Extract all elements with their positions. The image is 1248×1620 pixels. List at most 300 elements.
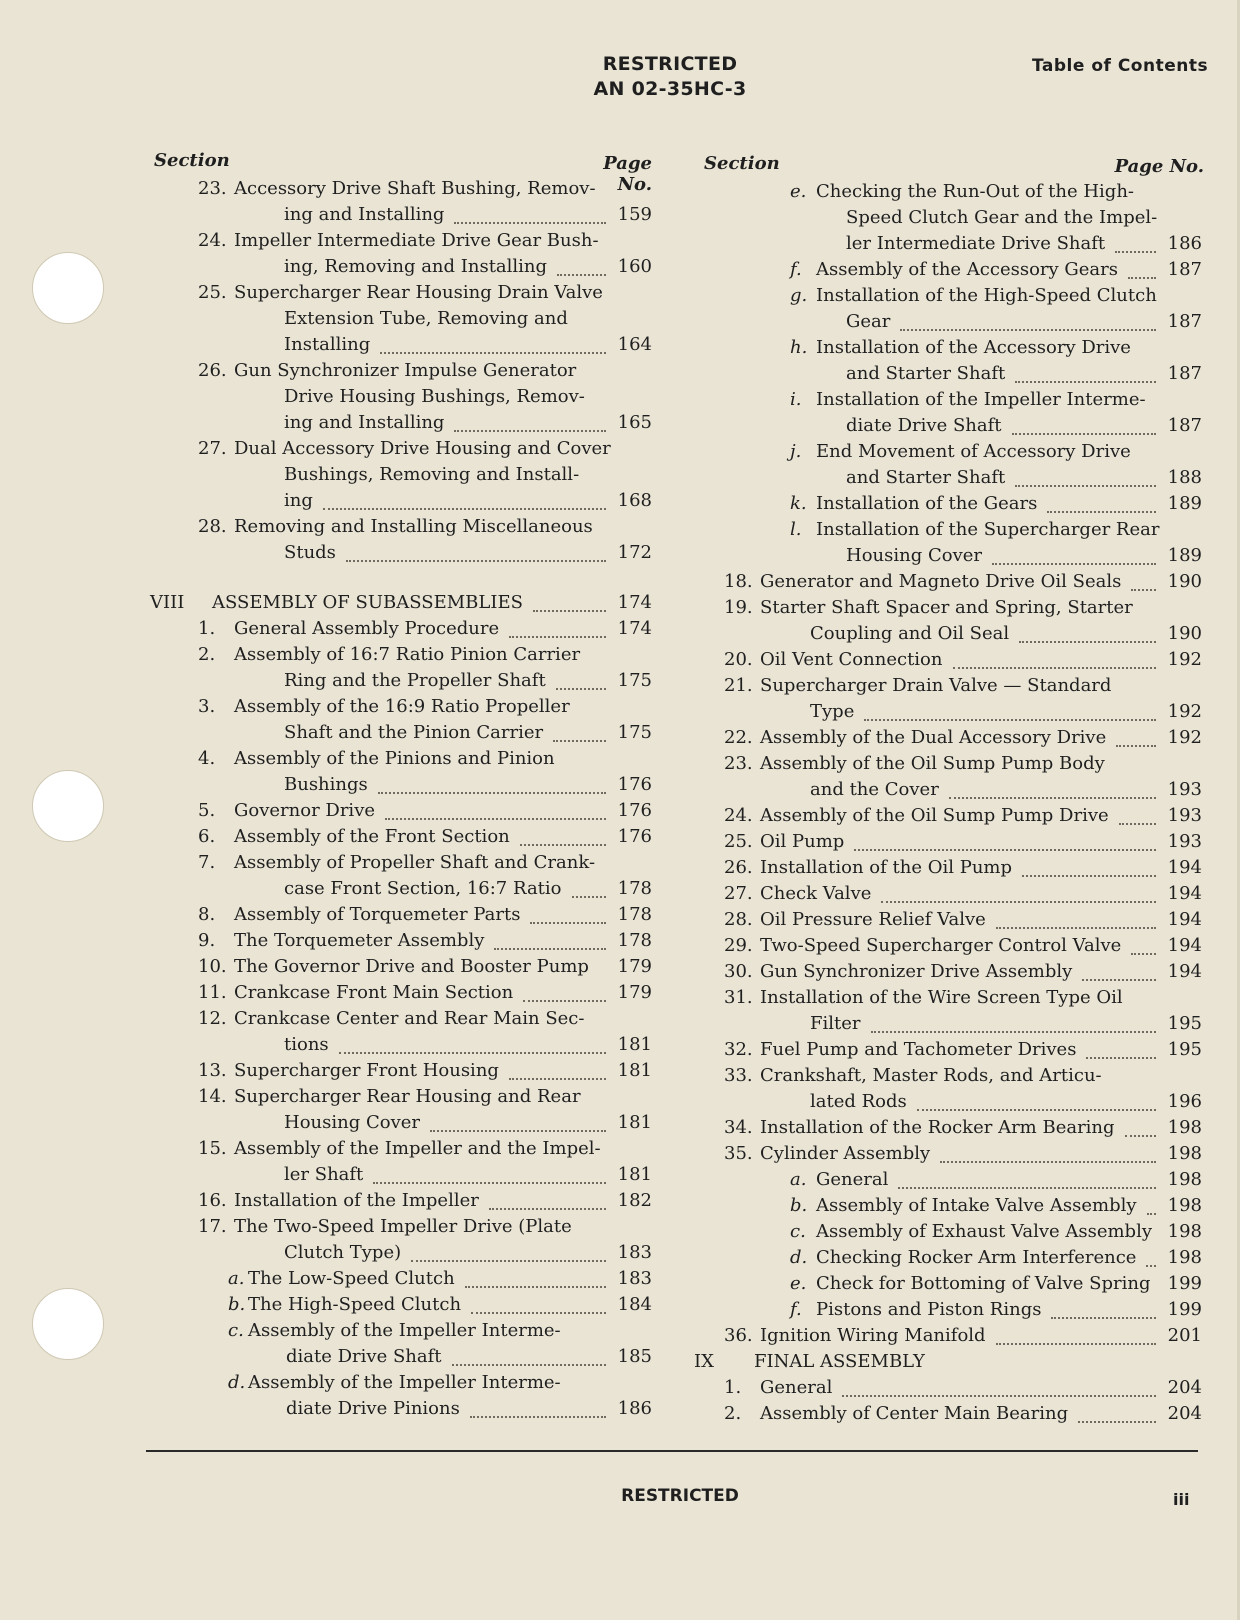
toc-page-number: 201 (1167, 1325, 1202, 1346)
toc-item (150, 1058, 652, 1084)
toc-text: Ignition Wiring Manifold (760, 1325, 986, 1346)
dot-leader (996, 1343, 1156, 1345)
toc-line (150, 876, 652, 902)
toc-text: The Two-Speed Impeller Drive (Plate (234, 1216, 572, 1237)
dot-leader (1147, 1213, 1156, 1215)
toc-item (150, 436, 652, 514)
toc-page-number: 183 (617, 1268, 652, 1289)
toc-line (694, 1089, 1202, 1115)
toc-text: diate Drive Shaft (846, 415, 1002, 436)
toc-line (694, 1037, 1202, 1063)
toc-page-number: 175 (617, 670, 652, 691)
toc-subitem (694, 517, 1202, 569)
toc-text: and the Cover (810, 779, 939, 800)
toc-line (694, 231, 1202, 257)
toc-text: Gear (846, 311, 891, 332)
toc-text: Filter (810, 1013, 861, 1034)
toc-item (150, 1084, 652, 1136)
toc-line (150, 1370, 652, 1396)
toc-page-number: 184 (617, 1294, 652, 1315)
toc-text: The Governor Drive and Booster Pump (234, 956, 589, 977)
toc-text: Type (810, 701, 855, 722)
toc-line (694, 933, 1202, 959)
section-spacer (150, 566, 652, 590)
toc-line (694, 465, 1202, 491)
toc-text: Installation of the Supercharger Rear (816, 519, 1160, 540)
toc-item (694, 1115, 1202, 1141)
toc-page-number: 198 (1167, 1247, 1202, 1268)
toc-text: Generator and Magneto Drive Oil Seals (760, 571, 1122, 592)
toc-page-number: 204 (1167, 1377, 1202, 1398)
dot-leader (1119, 823, 1156, 825)
toc-left-column (150, 176, 652, 1422)
toc-line (150, 928, 652, 954)
toc-item (694, 1063, 1202, 1115)
toc-text: ASSEMBLY OF SUBASSEMBLIES (212, 592, 523, 613)
toc-page-number: 198 (1167, 1169, 1202, 1190)
toc-text: Assembly of the Dual Accessory Drive (760, 727, 1107, 748)
toc-item (150, 928, 652, 954)
toc-page-number: 181 (617, 1060, 652, 1081)
toc-text: General Assembly Procedure (234, 618, 500, 639)
toc-number: 34. (724, 1117, 753, 1138)
toc-line (150, 1266, 652, 1292)
dot-leader (881, 901, 1156, 903)
toc-page-number: 195 (1167, 1039, 1202, 1060)
toc-text: Supercharger Rear Housing and Rear (234, 1086, 581, 1107)
toc-subitem (150, 1292, 652, 1318)
toc-item (694, 1375, 1202, 1401)
right-page-heading: Page No. (1114, 156, 1204, 177)
dot-leader (411, 1260, 606, 1262)
toc-text: Installation of the Impeller (234, 1190, 479, 1211)
toc-page-number: 188 (1167, 467, 1202, 488)
toc-item (694, 959, 1202, 985)
toc-text: Installation of the Oil Pump (760, 857, 1012, 878)
toc-text: Cylinder Assembly (760, 1143, 931, 1164)
dot-leader (533, 610, 606, 612)
toc-line (150, 590, 652, 616)
toc-number: 27. (198, 438, 227, 459)
dot-leader (1125, 1135, 1156, 1137)
dot-leader (380, 352, 606, 354)
toc-text: Speed Clutch Gear and the Impel- (846, 207, 1158, 228)
toc-text: and Starter Shaft (846, 363, 1006, 384)
toc-page-number: 176 (617, 800, 652, 821)
toc-line (150, 824, 652, 850)
toc-subitem (694, 387, 1202, 439)
toc-page-number: 159 (617, 204, 652, 225)
toc-number: 23. (724, 753, 753, 774)
dot-leader (1131, 953, 1156, 955)
toc-item (150, 228, 652, 280)
toc-text: Two-Speed Supercharger Control Valve (760, 935, 1122, 956)
toc-number: 29. (724, 935, 753, 956)
toc-number: f. (790, 259, 802, 280)
toc-line (694, 439, 1202, 465)
toc-number: f. (790, 1299, 802, 1320)
toc-line (150, 254, 652, 280)
toc-number: 17. (198, 1216, 227, 1237)
toc-text: Installation of the Accessory Drive (816, 337, 1131, 358)
dot-leader (557, 274, 606, 276)
toc-page-number: 174 (617, 592, 652, 613)
toc-number: i. (790, 389, 802, 410)
toc-line (150, 1240, 652, 1266)
toc-item (150, 954, 652, 980)
toc-line (150, 306, 652, 332)
toc-number: 5. (198, 800, 216, 821)
toc-line (150, 1162, 652, 1188)
dot-leader (1022, 875, 1156, 877)
toc-right-column (694, 179, 1202, 1427)
dot-leader (523, 1000, 606, 1002)
toc-line (694, 1063, 1202, 1089)
toc-text: General (760, 1377, 833, 1398)
toc-section-heading (150, 590, 652, 616)
toc-line (150, 410, 652, 436)
toc-text: Shaft and the Pinion Carrier (284, 722, 544, 743)
toc-subitem (150, 1318, 652, 1370)
toc-line (150, 384, 652, 410)
dot-leader (1078, 1421, 1156, 1423)
toc-page-number: 194 (1167, 857, 1202, 878)
dot-leader (323, 508, 606, 510)
toc-number: 15. (198, 1138, 227, 1159)
toc-page-number: 160 (617, 256, 652, 277)
toc-line (694, 413, 1202, 439)
toc-line (694, 1245, 1202, 1271)
toc-text: ing and Installing (284, 204, 445, 225)
toc-page-number: 194 (1167, 909, 1202, 930)
toc-page-number: 198 (1167, 1221, 1202, 1242)
toc-subitem (694, 491, 1202, 517)
dot-leader (454, 222, 606, 224)
dot-leader (509, 636, 606, 638)
toc-page-number: 198 (1167, 1143, 1202, 1164)
toc-text: Assembly of the Accessory Gears (816, 259, 1119, 280)
toc-number: 36. (724, 1325, 753, 1346)
toc-subitem (694, 439, 1202, 491)
toc-page-number: 179 (617, 956, 652, 977)
toc-subitem (694, 1167, 1202, 1193)
toc-page-number: 172 (617, 542, 652, 563)
toc-line (694, 1167, 1202, 1193)
toc-line (694, 1349, 1202, 1375)
toc-text: Assembly of the Oil Sump Pump Body (760, 753, 1105, 774)
toc-text: Gun Synchronizer Impulse Generator (234, 360, 577, 381)
toc-line (150, 202, 652, 228)
toc-line (150, 280, 652, 306)
toc-page-number: 165 (617, 412, 652, 433)
toc-page-number: 183 (617, 1242, 652, 1263)
toc-text: Assembly of the Pinions and Pinion (234, 748, 555, 769)
toc-subitem (694, 179, 1202, 257)
toc-text: Oil Pump (760, 831, 845, 852)
right-section-heading: Section (704, 153, 780, 174)
toc-line (150, 488, 652, 514)
toc-text: Assembly of the Impeller Interme- (248, 1372, 561, 1393)
toc-page-number: 182 (617, 1190, 652, 1211)
toc-text: Housing Cover (846, 545, 982, 566)
toc-page-number: 199 (1167, 1273, 1202, 1294)
toc-page-number: 198 (1167, 1195, 1202, 1216)
toc-text: Crankcase Center and Rear Main Sec- (234, 1008, 585, 1029)
toc-line (150, 720, 652, 746)
toc-number: 18. (724, 571, 753, 592)
binder-hole (32, 1288, 104, 1360)
toc-text: Crankshaft, Master Rods, and Articu- (760, 1065, 1102, 1086)
dot-leader (1051, 1317, 1156, 1319)
toc-line (150, 540, 652, 566)
toc-number: 16. (198, 1190, 227, 1211)
toc-subitem (694, 1245, 1202, 1271)
toc-text: Assembly of 16:7 Ratio Pinion Carrier (234, 644, 581, 665)
toc-item (694, 569, 1202, 595)
section-title: Table of Contents (1032, 56, 1209, 76)
toc-number: 3. (198, 696, 216, 717)
dot-leader (470, 1416, 606, 1418)
toc-section-heading (694, 1349, 1202, 1375)
page-number: iii (1173, 1490, 1190, 1509)
toc-page-number: 194 (1167, 935, 1202, 956)
toc-page-number: 176 (617, 826, 652, 847)
toc-line (694, 1401, 1202, 1427)
toc-number: c. (790, 1221, 806, 1242)
toc-page-number: 193 (1167, 805, 1202, 826)
toc-line (694, 751, 1202, 777)
toc-text: case Front Section, 16:7 Ratio (284, 878, 562, 899)
toc-item (694, 647, 1202, 673)
toc-text: Installing (284, 334, 371, 355)
toc-text: Crankcase Front Main Section (234, 982, 514, 1003)
toc-number: 9. (198, 930, 216, 951)
toc-text: Bushings, Removing and Install- (284, 464, 580, 485)
toc-line (694, 803, 1202, 829)
toc-page-number: 164 (617, 334, 652, 355)
toc-text: Assembly of Center Main Bearing (760, 1403, 1069, 1424)
toc-subitem (694, 283, 1202, 335)
toc-page-number: 199 (1167, 1299, 1202, 1320)
toc-line (694, 855, 1202, 881)
toc-text: Dual Accessory Drive Housing and Cover (234, 438, 611, 459)
toc-line (150, 694, 652, 720)
toc-number: 20. (724, 649, 753, 670)
toc-text: lated Rods (810, 1091, 907, 1112)
dot-leader (1146, 1265, 1156, 1267)
toc-text: Check for Bottoming of Valve Spring (816, 1273, 1151, 1294)
toc-number: l. (790, 519, 802, 540)
toc-page-number: 204 (1167, 1403, 1202, 1424)
toc-number: 19. (724, 597, 753, 618)
toc-number: 12. (198, 1008, 227, 1029)
toc-number: c. (228, 1320, 244, 1341)
toc-line (150, 176, 652, 202)
toc-line (694, 1375, 1202, 1401)
toc-item (150, 1136, 652, 1188)
toc-text: ing, Removing and Installing (284, 256, 548, 277)
binder-hole (32, 252, 104, 324)
dot-leader (842, 1395, 1156, 1397)
toc-line (150, 772, 652, 798)
toc-number: 23. (198, 178, 227, 199)
toc-subitem (150, 1266, 652, 1292)
toc-text: Installation of the Impeller Interme- (816, 389, 1146, 410)
dot-leader (339, 1052, 606, 1054)
toc-number: 6. (198, 826, 216, 847)
toc-line (694, 1219, 1202, 1245)
toc-text: Pistons and Piston Rings (816, 1299, 1042, 1320)
toc-text: Assembly of the Front Section (234, 826, 510, 847)
toc-line (694, 595, 1202, 621)
toc-number: VIII (150, 592, 185, 613)
toc-page-number: 181 (617, 1034, 652, 1055)
toc-text: Oil Vent Connection (760, 649, 943, 670)
toc-page-number: 196 (1167, 1091, 1202, 1112)
toc-page-number: 185 (617, 1346, 652, 1367)
dot-leader (1015, 485, 1156, 487)
toc-line (150, 1292, 652, 1318)
footer-rule (146, 1450, 1198, 1452)
toc-text: tions (284, 1034, 329, 1055)
toc-line (150, 1136, 652, 1162)
toc-line (150, 1396, 652, 1422)
toc-line (150, 1058, 652, 1084)
toc-line (694, 517, 1202, 543)
toc-item (150, 1188, 652, 1214)
toc-page-number: 187 (1167, 311, 1202, 332)
toc-text: Coupling and Oil Seal (810, 623, 1010, 644)
toc-item (150, 980, 652, 1006)
toc-item (694, 751, 1202, 803)
toc-line (694, 829, 1202, 855)
toc-number: 1. (724, 1377, 742, 1398)
toc-number: 28. (724, 909, 753, 930)
dot-leader (917, 1109, 1156, 1111)
toc-text: Supercharger Rear Housing Drain Valve (234, 282, 603, 303)
dot-leader (572, 896, 606, 898)
toc-number: k. (790, 493, 807, 514)
toc-text: Gun Synchronizer Drive Assembly (760, 961, 1073, 982)
left-page-heading: Page No. (603, 153, 652, 195)
toc-line (694, 673, 1202, 699)
toc-number: 4. (198, 748, 216, 769)
toc-line (150, 1188, 652, 1214)
dot-leader (494, 948, 606, 950)
toc-text: Removing and Installing Miscellaneous (234, 516, 593, 537)
toc-text: diate Drive Pinions (286, 1398, 460, 1419)
toc-page-number: 181 (617, 1164, 652, 1185)
toc-number: 32. (724, 1039, 753, 1060)
toc-line (694, 387, 1202, 413)
toc-text: Assembly of Exhaust Valve Assembly (816, 1221, 1153, 1242)
toc-line (694, 1271, 1202, 1297)
toc-line (694, 777, 1202, 803)
toc-page-number: 178 (617, 904, 652, 925)
toc-line (694, 179, 1202, 205)
dot-leader (854, 849, 1156, 851)
toc-number: j. (790, 441, 802, 462)
toc-text: Checking the Run-Out of the High- (816, 181, 1134, 202)
toc-line (694, 621, 1202, 647)
toc-page-number: 192 (1167, 727, 1202, 748)
manual-number: AN 02-35HC-3 (593, 78, 747, 100)
toc-line (150, 980, 652, 1006)
toc-text: Installation of the Wire Screen Type Oil (760, 987, 1123, 1008)
toc-page-number: 190 (1167, 571, 1202, 592)
toc-item (150, 1006, 652, 1058)
toc-line (694, 1115, 1202, 1141)
toc-line (150, 668, 652, 694)
toc-line (694, 569, 1202, 595)
toc-line (150, 1214, 652, 1240)
toc-text: diate Drive Shaft (286, 1346, 442, 1367)
toc-text: Assembly of the Impeller Interme- (248, 1320, 561, 1341)
toc-line (694, 725, 1202, 751)
toc-number: 26. (198, 360, 227, 381)
toc-text: FINAL ASSEMBLY (754, 1351, 925, 1372)
toc-number: g. (790, 285, 808, 306)
toc-text: Impeller Intermediate Drive Gear Bush- (234, 230, 599, 251)
toc-line (150, 332, 652, 358)
toc-number: 7. (198, 852, 216, 873)
toc-subitem (694, 257, 1202, 283)
toc-item (150, 798, 652, 824)
toc-number: 28. (198, 516, 227, 537)
left-section-heading: Section (154, 150, 230, 171)
toc-text: Accessory Drive Shaft Bushing, Remov- (234, 178, 596, 199)
toc-page-number: 186 (617, 1398, 652, 1419)
toc-line (694, 959, 1202, 985)
toc-text: ing and Installing (284, 412, 445, 433)
dot-leader (949, 797, 1156, 799)
toc-item (150, 176, 652, 228)
toc-text: The Torquemeter Assembly (234, 930, 485, 951)
toc-number: 22. (724, 727, 753, 748)
toc-text: Assembly of the Impeller and the Impel- (234, 1138, 601, 1159)
toc-line (150, 514, 652, 540)
toc-line (694, 205, 1202, 231)
toc-text: Housing Cover (284, 1112, 420, 1133)
dot-leader (378, 792, 606, 794)
dot-leader (1012, 433, 1156, 435)
toc-line (694, 1297, 1202, 1323)
dot-leader (1128, 277, 1156, 279)
toc-item (150, 902, 652, 928)
dot-leader (898, 1187, 1156, 1189)
dot-leader (953, 667, 1156, 669)
toc-item (694, 985, 1202, 1037)
toc-line (694, 1141, 1202, 1167)
dot-leader (452, 1364, 606, 1366)
toc-text: Check Valve (760, 883, 872, 904)
toc-line (694, 1011, 1202, 1037)
toc-text: Studs (284, 542, 336, 563)
toc-line (694, 491, 1202, 517)
toc-item (694, 673, 1202, 725)
toc-text: Checking Rocker Arm Interference (816, 1247, 1137, 1268)
toc-page-number: 192 (1167, 649, 1202, 670)
toc-number: 33. (724, 1065, 753, 1086)
toc-line (694, 1323, 1202, 1349)
toc-item (150, 642, 652, 694)
dot-leader (940, 1161, 1156, 1163)
toc-line (150, 1344, 652, 1370)
toc-page-number: 193 (1167, 779, 1202, 800)
toc-item (694, 881, 1202, 907)
toc-text: The High-Speed Clutch (248, 1294, 462, 1315)
toc-number: a. (228, 1268, 245, 1289)
